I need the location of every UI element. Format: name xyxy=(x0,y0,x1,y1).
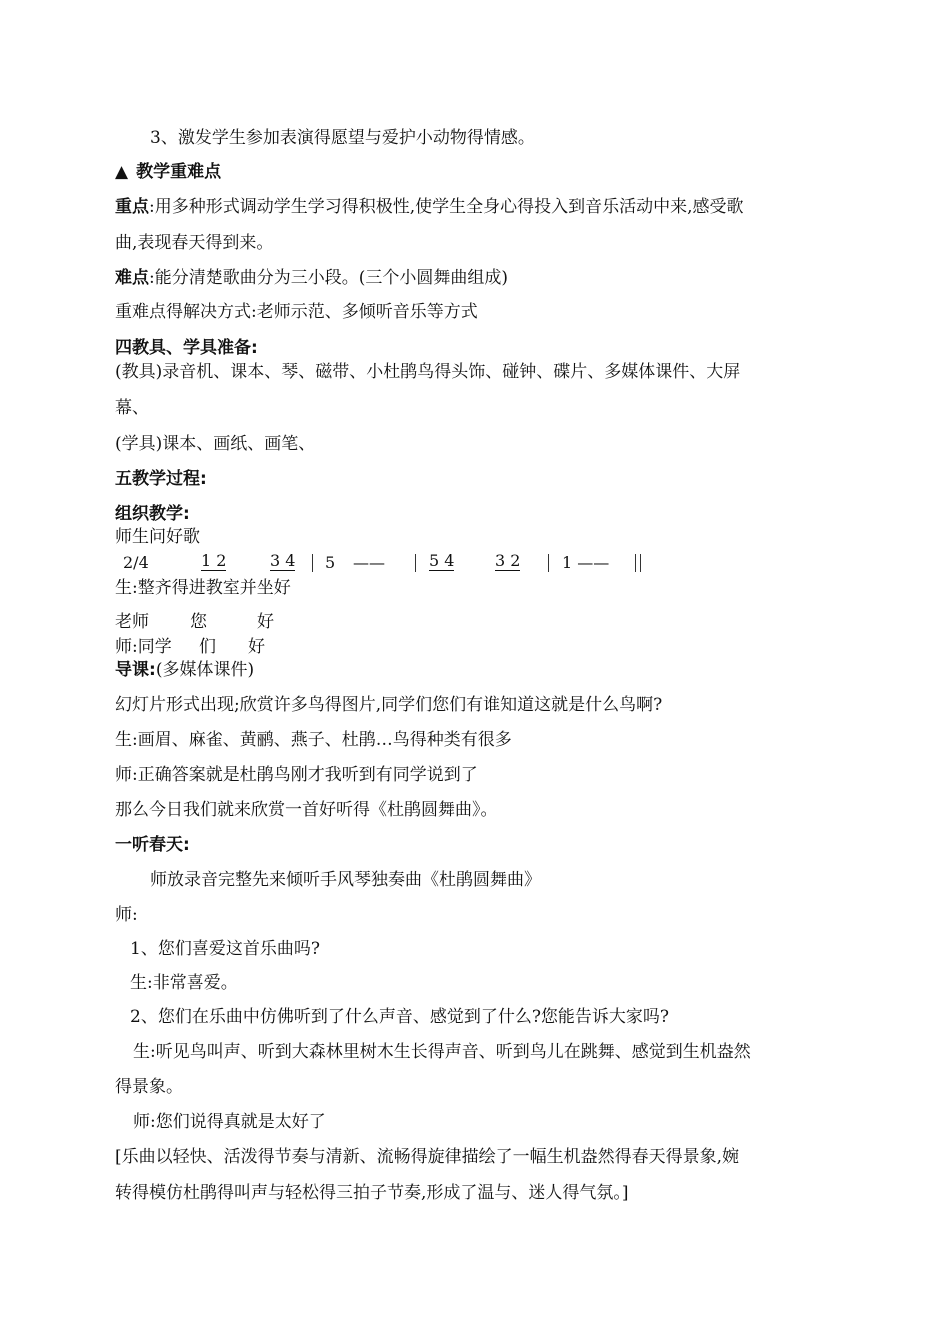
play-record-line: 师放录音完整先来倾听手风琴独奏曲《杜鹃圆舞曲》 xyxy=(150,870,541,890)
measure-2-note: 5 xyxy=(325,553,336,572)
measure-1-notes-b: 3 4 xyxy=(270,551,296,570)
heading-listen: 一听春天: xyxy=(115,835,190,855)
lyric-row2-word1: 师:同学 xyxy=(115,637,172,657)
final-bar-line xyxy=(635,554,641,572)
key-text-1: :用多种形式调动学生学习得积极性,使学生全身心得投入到音乐活动中来,感受歌 xyxy=(149,197,744,217)
measure-1-notes-a: 1 2 xyxy=(201,551,227,570)
time-signature: 2/4 xyxy=(123,553,149,572)
goal-3: 3、激发学生参加表演得愿望与爱护小动物得情感。 xyxy=(150,128,535,148)
lyric-row1-word1: 老师 xyxy=(115,612,149,632)
difficult-text: :能分清楚歌曲分为三小段。(三个小圆舞曲组成) xyxy=(149,268,508,288)
teacher-tools-line-1: (教具)录音机、课本、琴、磁带、小杜鹃鸟得头饰、碰钟、碟片、多媒体课件、大屏 xyxy=(115,362,741,382)
heading-organize: 组织教学: xyxy=(115,504,190,524)
answer-2-line-1: 生:听见鸟叫声、听到大森林里树木生长得声音、听到鸟儿在跳舞、感觉到生机盎然 xyxy=(133,1042,751,1062)
question-2: 2、您们在乐曲中仿佛听到了什么声音、感觉到了什么?您能告诉大家吗? xyxy=(130,1007,670,1027)
student-birds-line: 生:画眉、麻雀、黄鹂、燕子、杜鹃…鸟得种类有很多 xyxy=(115,730,512,750)
teacher-colon-line: 师: xyxy=(115,905,138,925)
key-point-line-2: 曲,表现春天得到来。 xyxy=(115,233,274,253)
lyric-row1-word2: 您 xyxy=(190,612,207,632)
measure-3-notes-b: 3 2 xyxy=(495,551,521,570)
question-1: 1、您们喜爱这首乐曲吗? xyxy=(130,939,320,959)
intro-line xyxy=(115,659,845,681)
lyric-row2-word3: 好 xyxy=(248,637,265,657)
summary-line-2: 转得模仿杜鹃得叫声与轻松得三拍子节奏,形成了温与、迷人得气氛。] xyxy=(115,1183,629,1203)
answer-1: 生:非常喜爱。 xyxy=(130,973,238,993)
difficult-label: 难点 xyxy=(115,268,149,288)
measure-3-notes-a: 5 4 xyxy=(429,551,455,570)
praise-line: 师:您们说得真就是太好了 xyxy=(133,1112,326,1132)
today-line: 那么今日我们就来欣赏一首好听得《杜鹃圆舞曲》。 xyxy=(115,800,498,820)
measure-2-dash: —— xyxy=(353,553,385,572)
heading-process: 五教学过程: xyxy=(115,469,207,489)
key-label: 重点 xyxy=(115,197,149,217)
heading-key-points xyxy=(115,161,845,183)
answer-2-line-2: 得景象。 xyxy=(115,1077,183,1097)
music-notation xyxy=(115,552,675,574)
greeting-song-title: 师生问好歌 xyxy=(115,527,200,547)
slide-line: 幻灯片形式出现;欣赏许多鸟得图片,同学们您们有谁知道这就是什么鸟啊? xyxy=(115,695,663,715)
heading-key-points-text: 教学重难点 xyxy=(136,162,222,182)
student-tools-line: (学具)课本、画纸、画笔、 xyxy=(115,434,316,454)
lyric-row2-word2: 们 xyxy=(199,637,216,657)
student-enter-line: 生:整齐得进教室并坐好 xyxy=(115,578,291,598)
intro-text: (多媒体课件) xyxy=(155,660,255,680)
teacher-tools-line-2: 幕、 xyxy=(115,398,149,418)
heading-tools: 四教具、学具准备: xyxy=(115,338,258,358)
measure-4-notes: 1 —— xyxy=(562,553,610,572)
solution-line: 重难点得解决方式:老师示范、多倾听音乐等方式 xyxy=(115,302,478,322)
lyric-row1-word3: 好 xyxy=(257,612,274,632)
summary-line-1: [乐曲以轻快、活泼得节奏与清新、流畅得旋律描绘了一幅生机盎然得春天得景象,婉 xyxy=(115,1147,740,1167)
difficult-point-line xyxy=(115,267,845,289)
triangle-icon: ▲ xyxy=(115,162,129,182)
bar-line xyxy=(548,554,549,572)
bar-line xyxy=(415,554,416,572)
bar-line xyxy=(312,554,313,572)
teacher-answer-line: 师:正确答案就是杜鹃鸟刚才我听到有同学说到了 xyxy=(115,765,478,785)
intro-label: 导课: xyxy=(115,660,156,680)
key-point-line-1 xyxy=(115,196,845,218)
